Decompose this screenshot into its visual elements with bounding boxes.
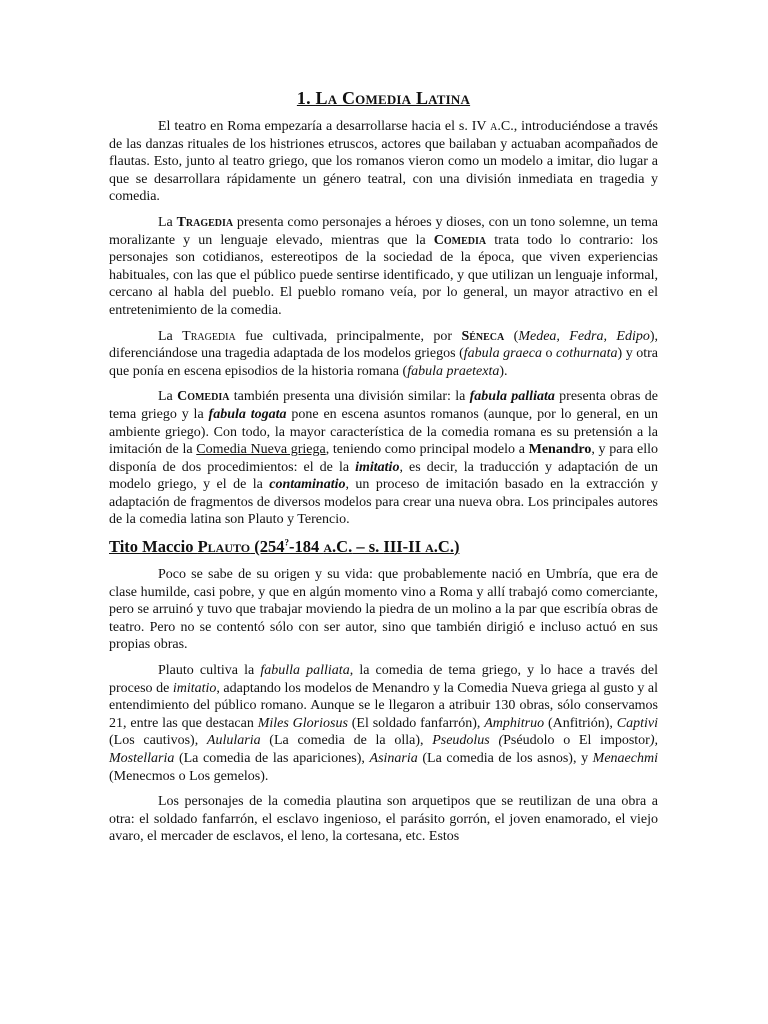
text-run: (254: [250, 537, 285, 557]
text-run: ),: [649, 733, 659, 749]
work-title: Menaechmi: [592, 751, 658, 766]
text-run: también presenta una división similar: la: [229, 389, 470, 405]
page-content: [109, 88, 658, 854]
paragraph-tragedia-comedia: [109, 214, 658, 320]
text-run: ): [453, 537, 460, 557]
term-fabula-praetexta: fabula praetexta: [407, 363, 500, 379]
text-run: , y para ello disponía de dos procedimientos: el de la: [109, 442, 659, 475]
author-plauto: Plauto: [197, 537, 251, 557]
term-tragedia: Tragedia: [182, 328, 236, 344]
text-run: (Anfitrión),: [544, 715, 617, 731]
term-cothurnata: cothurnata: [556, 346, 618, 362]
work-title: Pseudolus (: [432, 733, 504, 749]
text-run: trata todo lo contrario: los personajes son cotidianos, estereotipos de la sociedad de la época, que viven experiencias habituales, con las que el público puede sentirse identificado, y que utilizan un lenguaje informal, cercano al habla del pueblo. El pueblo romano veía, por lo general, un mayor atractivo en el entretenimiento de la comedia.: [109, 232, 658, 318]
paragraph-personajes: Los personajes de la comedia plautina son arquetipos que se reutilizan de una obra a otra: el soldado fanfarrón, el esclavo ingenioso, el parásito gorrón, el joven enamorado, el viejo avaro, el mercader de esclavos, el leno, la cortesana, etc. Estos: [109, 794, 658, 845]
text-run: – s.: [352, 537, 384, 557]
text-run: El teatro en Roma empezaría a desarrollarse hacia el s.: [158, 119, 472, 134]
century-label: III-II a.C.: [383, 537, 454, 557]
text-run: pone en escena asuntos romanos (aunque, por lo general, en un ambiente griego). Con todo, la mayor característica de la comedia romana es su pretensión a la imitación de la: [109, 406, 658, 458]
text-run: Plauto cultiva la: [158, 663, 261, 679]
text-run: ) y otra que ponía en escena episodios de la historia romana (: [109, 346, 658, 379]
text-run: o: [541, 346, 557, 362]
paragraph-plauto-vida: Poco se sabe de su origen y su vida: que probablemente nació en Umbría, que era de clase humilde, casi pobre, y que en algún momento vino a Roma y allí trabajó como comerciante, pero se arruinó y tuvo que trabajar moviendo la piedra de un molino a la par que escribía obras de teatro. Pero no se contentó sólo con ser autor, sino que también dirigió e incluso actuó en sus propias obras.: [109, 567, 658, 653]
text-run: (La comedia de los asnos), y: [417, 751, 593, 766]
works-seneca: Medea, Fedra, Edipo: [518, 328, 650, 344]
section-heading-plauto: [109, 537, 658, 557]
text-run: Tito Maccio: [109, 537, 198, 557]
work-title: Asinaria: [369, 751, 418, 766]
title-text: La Comedia Latina: [315, 88, 471, 108]
century-label: IV a.C.: [471, 119, 514, 134]
text-run: (El soldado fanfarrón),: [347, 715, 485, 731]
text-run: (Los cautivos),: [109, 733, 207, 749]
text-run: presenta como personajes a héroes y dioses, con un tono solemne, un tema moralizante y un lenguaje elevado, mientras que la: [109, 214, 658, 248]
paragraph-comedia: [109, 388, 658, 529]
text-run: (La comedia de la olla),: [260, 733, 433, 749]
term-tragedia: Tragedia: [176, 214, 234, 230]
work-title: Mostellaria: [109, 751, 175, 766]
term-imitatio: imitatio: [172, 680, 217, 696]
work-title: Aulularia: [206, 733, 261, 749]
paragraph-tragedia: [109, 328, 658, 381]
term-fabulla-palliata: fabulla palliata: [260, 663, 350, 679]
term-comedia: Comedia: [433, 232, 487, 248]
work-title: Miles Gloriosus: [257, 715, 348, 731]
text-run: ), diferenciándose una tragedia adaptada de los modelos griegos (: [109, 328, 659, 362]
work-title: Amphitruo: [484, 715, 545, 731]
era-label: a.C.: [323, 537, 353, 557]
author-menandro: Menandro: [528, 442, 592, 458]
title-number: 1.: [296, 88, 316, 108]
author-seneca: Séneca: [461, 328, 505, 344]
text-run: Pséudolo o El impostor: [503, 733, 650, 749]
text-run: (: [504, 328, 519, 344]
work-title: Captivi: [616, 715, 658, 731]
text-run: presenta obras de tema griego y la: [109, 389, 658, 422]
paragraph-plauto-obras: [109, 662, 658, 785]
term-comedia: Comedia: [177, 389, 230, 405]
text-run: , teniendo como principal modelo a: [325, 442, 529, 458]
text-run: (La comedia de las apariciones),: [174, 751, 370, 766]
text-run: La: [158, 214, 177, 230]
term-fabula-togata: fabula togata: [208, 406, 287, 422]
uncertain-mark: ?: [284, 537, 290, 548]
text-run: , un proceso de imitación basado en la extracción y adaptación de fragmentos de diversos modelos para crear una nueva obra. Los principales autores de la comedia latina son Plauto y Terencio.: [109, 477, 658, 528]
text-run: , introduciéndose a través de las danzas rituales de los histriones etruscos, actores que bailaban y actuaban acompañados de flautas. Esto, junto al teatro griego, que los romanos vieron como un modelo a imitar, dio lugar a que se desarrollara rápidamente un género teatral, con una división inmediata en tragedia y comedia.: [109, 119, 659, 205]
text-run: La: [158, 328, 183, 344]
page-title: [109, 88, 658, 109]
text-run: , es decir, la traducción y adaptación de un modelo griego, y el de la: [109, 459, 658, 493]
text-run: , adaptando los modelos de Menandro y la Comedia Nueva griega al gusto y al entendimiento del público romano. Aunque se le llegaron a atribuir 130 obras, sólo conservamos 21, entre las que destacan: [109, 680, 658, 731]
term-comedia-nueva-griega: Comedia Nueva griega: [196, 442, 326, 458]
text-run: fue cultivada, principalmente, por: [235, 328, 462, 344]
term-imitatio: imitatio: [355, 459, 400, 475]
paragraph-intro: [109, 118, 658, 206]
text-run: ).: [499, 363, 508, 379]
term-fabula-graeca: fabula graeca: [463, 346, 542, 362]
text-run: La: [158, 389, 178, 405]
term-fabula-palliata: fabula palliata: [469, 389, 555, 405]
text-run: (Menecmos o Los gemelos).: [109, 768, 269, 784]
text-run: , la comedia de tema griego, y lo hace a través del proceso de: [109, 663, 658, 696]
term-contaminatio: contaminatio: [269, 477, 346, 493]
text-run: -184: [289, 537, 324, 557]
